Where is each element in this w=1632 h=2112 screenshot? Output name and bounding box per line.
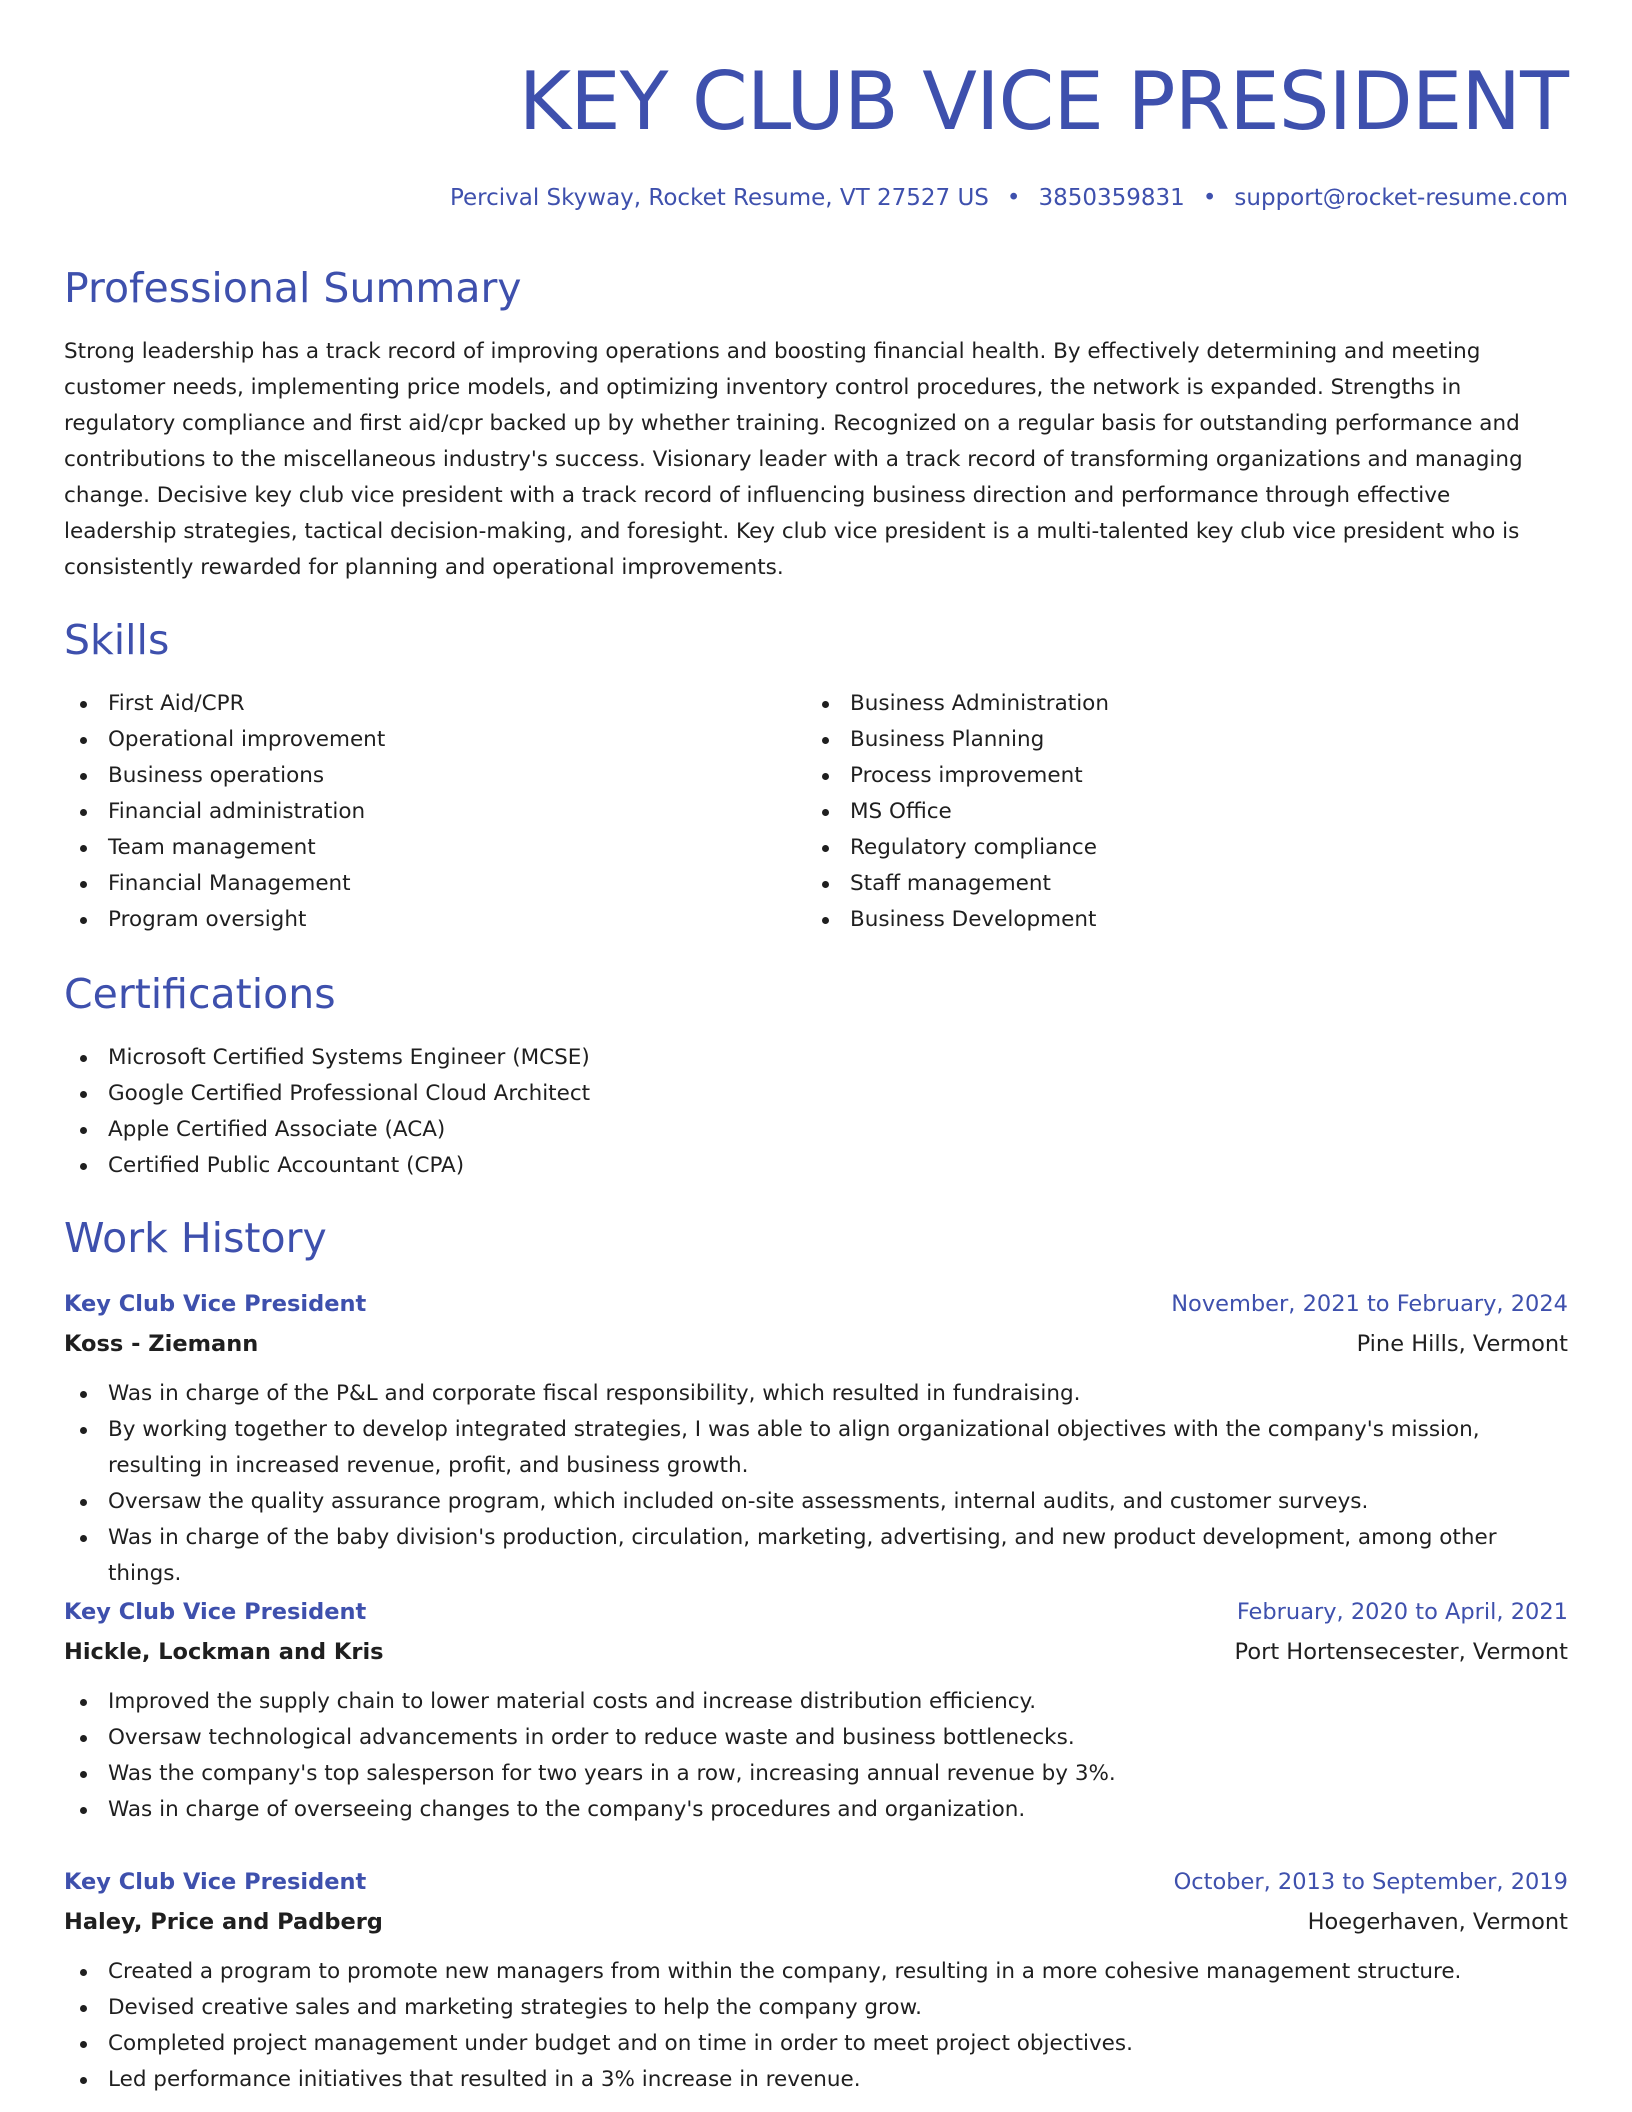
- job-bullet: Improved the supply chain to lower material costs and increase distribution efficiency.: [64, 1684, 1568, 1720]
- job-location: Pine Hills, Vermont: [1356, 1331, 1568, 1357]
- job-location: Port Hortensecester, Vermont: [1234, 1639, 1568, 1665]
- job-dates: October, 2013 to September, 2019: [1173, 1869, 1568, 1895]
- job-title: Key Club Vice President: [64, 1291, 367, 1317]
- job-entry: [64, 1592, 1568, 1828]
- job-dates: November, 2021 to February, 2024: [1171, 1291, 1568, 1317]
- skills-heading: Skills: [64, 616, 170, 664]
- summary-heading: Professional Summary: [64, 264, 522, 312]
- job-header-row: [64, 1284, 1568, 1324]
- skill-item: MS Office: [806, 794, 1566, 830]
- contact-separator: •: [1006, 185, 1021, 211]
- job-company: Hickle, Lockman and Kris: [64, 1639, 384, 1665]
- skill-item: Business Administration: [806, 686, 1566, 722]
- contact-email[interactable]: support@rocket-resume.com: [1234, 185, 1568, 211]
- job-header-row: [64, 1592, 1568, 1632]
- job-company: Koss - Ziemann: [64, 1331, 259, 1357]
- skill-item: Financial Management: [64, 866, 804, 902]
- skill-item: Process improvement: [806, 758, 1566, 794]
- skill-item: Staff management: [806, 866, 1566, 902]
- skills-list-left: [64, 686, 804, 938]
- job-bullet: Devised creative sales and marketing strategies to help the company grow.: [64, 1990, 1568, 2026]
- certification-item: Certified Public Accountant (CPA): [64, 1148, 1568, 1184]
- job-bullet: Oversaw the quality assurance program, which included on-site assessments, internal audits, and customer surveys.: [64, 1484, 1568, 1520]
- contact-separator: •: [1202, 185, 1217, 211]
- certifications-list: [64, 1040, 1568, 1184]
- summary-text: Strong leadership has a track record of improving operations and boosting financial health. By effectively determining and meeting customer needs, implementing price models, and optimizing inventory control procedures, the network is expanded. Strengths in regulatory compliance and first aid/cpr backed up by whether training. Recognized on a regular basis for outstanding performance and contributions to the miscellaneous industry's success. Visionary leader with a track record of transforming organizations and managing change. Decisive key club vice president with a track record of influencing business direction and performance through effective leadership strategies, tactical decision-making, and foresight. Key club vice president is a multi-talented key club vice president who is consistently rewarded for planning and operational improvements.: [64, 339, 1523, 580]
- skill-item: First Aid/CPR: [64, 686, 804, 722]
- certifications-heading: Certifications: [64, 970, 336, 1018]
- job-bullet: Was in charge of overseeing changes to the company's procedures and organization.: [64, 1792, 1568, 1828]
- job-location: Hoegerhaven, Vermont: [1307, 1909, 1568, 1935]
- job-company-row: [64, 1902, 1568, 1942]
- skill-item: Program oversight: [64, 902, 804, 938]
- skill-item: Business Planning: [806, 722, 1566, 758]
- job-company-row: [64, 1632, 1568, 1672]
- job-bullet: Was in charge of the P&L and corporate fiscal responsibility, which resulted in fundraising.: [64, 1376, 1568, 1412]
- skills-list-right: [806, 686, 1566, 938]
- certification-item: Microsoft Certified Systems Engineer (MCSE): [64, 1040, 1568, 1076]
- job-bullets: [64, 1376, 1568, 1592]
- job-entry: [64, 1862, 1568, 2098]
- skill-item: Team management: [64, 830, 804, 866]
- job-bullet: Was the company's top salesperson for two years in a row, increasing annual revenue by 3%.: [64, 1756, 1568, 1792]
- job-bullet: By working together to develop integrated strategies, I was able to align organizational objectives with the company's mission, resulting in increased revenue, profit, and business growth.: [64, 1412, 1568, 1484]
- contact-phone: 3850359831: [1038, 185, 1185, 211]
- certification-item: Google Certified Professional Cloud Architect: [64, 1076, 1568, 1112]
- job-bullet: Completed project management under budget and on time in order to meet project objectives.: [64, 2026, 1568, 2062]
- job-entry: [64, 1284, 1568, 1592]
- skill-item: Operational improvement: [64, 722, 804, 758]
- work-history-heading: Work History: [64, 1214, 327, 1262]
- job-dates: February, 2020 to April, 2021: [1236, 1599, 1568, 1625]
- job-title: Key Club Vice President: [64, 1869, 367, 1895]
- job-bullet: Was in charge of the baby division's production, circulation, marketing, advertising, and new product development, among other things.: [64, 1520, 1568, 1592]
- job-bullet: Created a program to promote new managers from within the company, resulting in a more cohesive management structure.: [64, 1954, 1568, 1990]
- certification-item: Apple Certified Associate (ACA): [64, 1112, 1568, 1148]
- job-bullets: [64, 1954, 1568, 2098]
- skill-item: Financial administration: [64, 794, 804, 830]
- job-company-row: [64, 1324, 1568, 1364]
- job-bullets: [64, 1684, 1568, 1828]
- contact-line: [450, 178, 1568, 218]
- contact-address: Percival Skyway, Rocket Resume, VT 27527 US: [449, 185, 989, 211]
- job-bullet: Oversaw technological advancements in order to reduce waste and business bottlenecks.: [64, 1720, 1568, 1756]
- job-header-row: [64, 1862, 1568, 1902]
- job-title: Key Club Vice President: [64, 1599, 367, 1625]
- job-bullet: Led performance initiatives that resulted in a 3% increase in revenue.: [64, 2062, 1568, 2098]
- skill-item: Business Development: [806, 902, 1566, 938]
- job-company: Haley, Price and Padberg: [64, 1909, 383, 1935]
- resume-title: KEY CLUB VICE PRESIDENT: [518, 55, 1568, 148]
- skill-item: Regulatory compliance: [806, 830, 1566, 866]
- skill-item: Business operations: [64, 758, 804, 794]
